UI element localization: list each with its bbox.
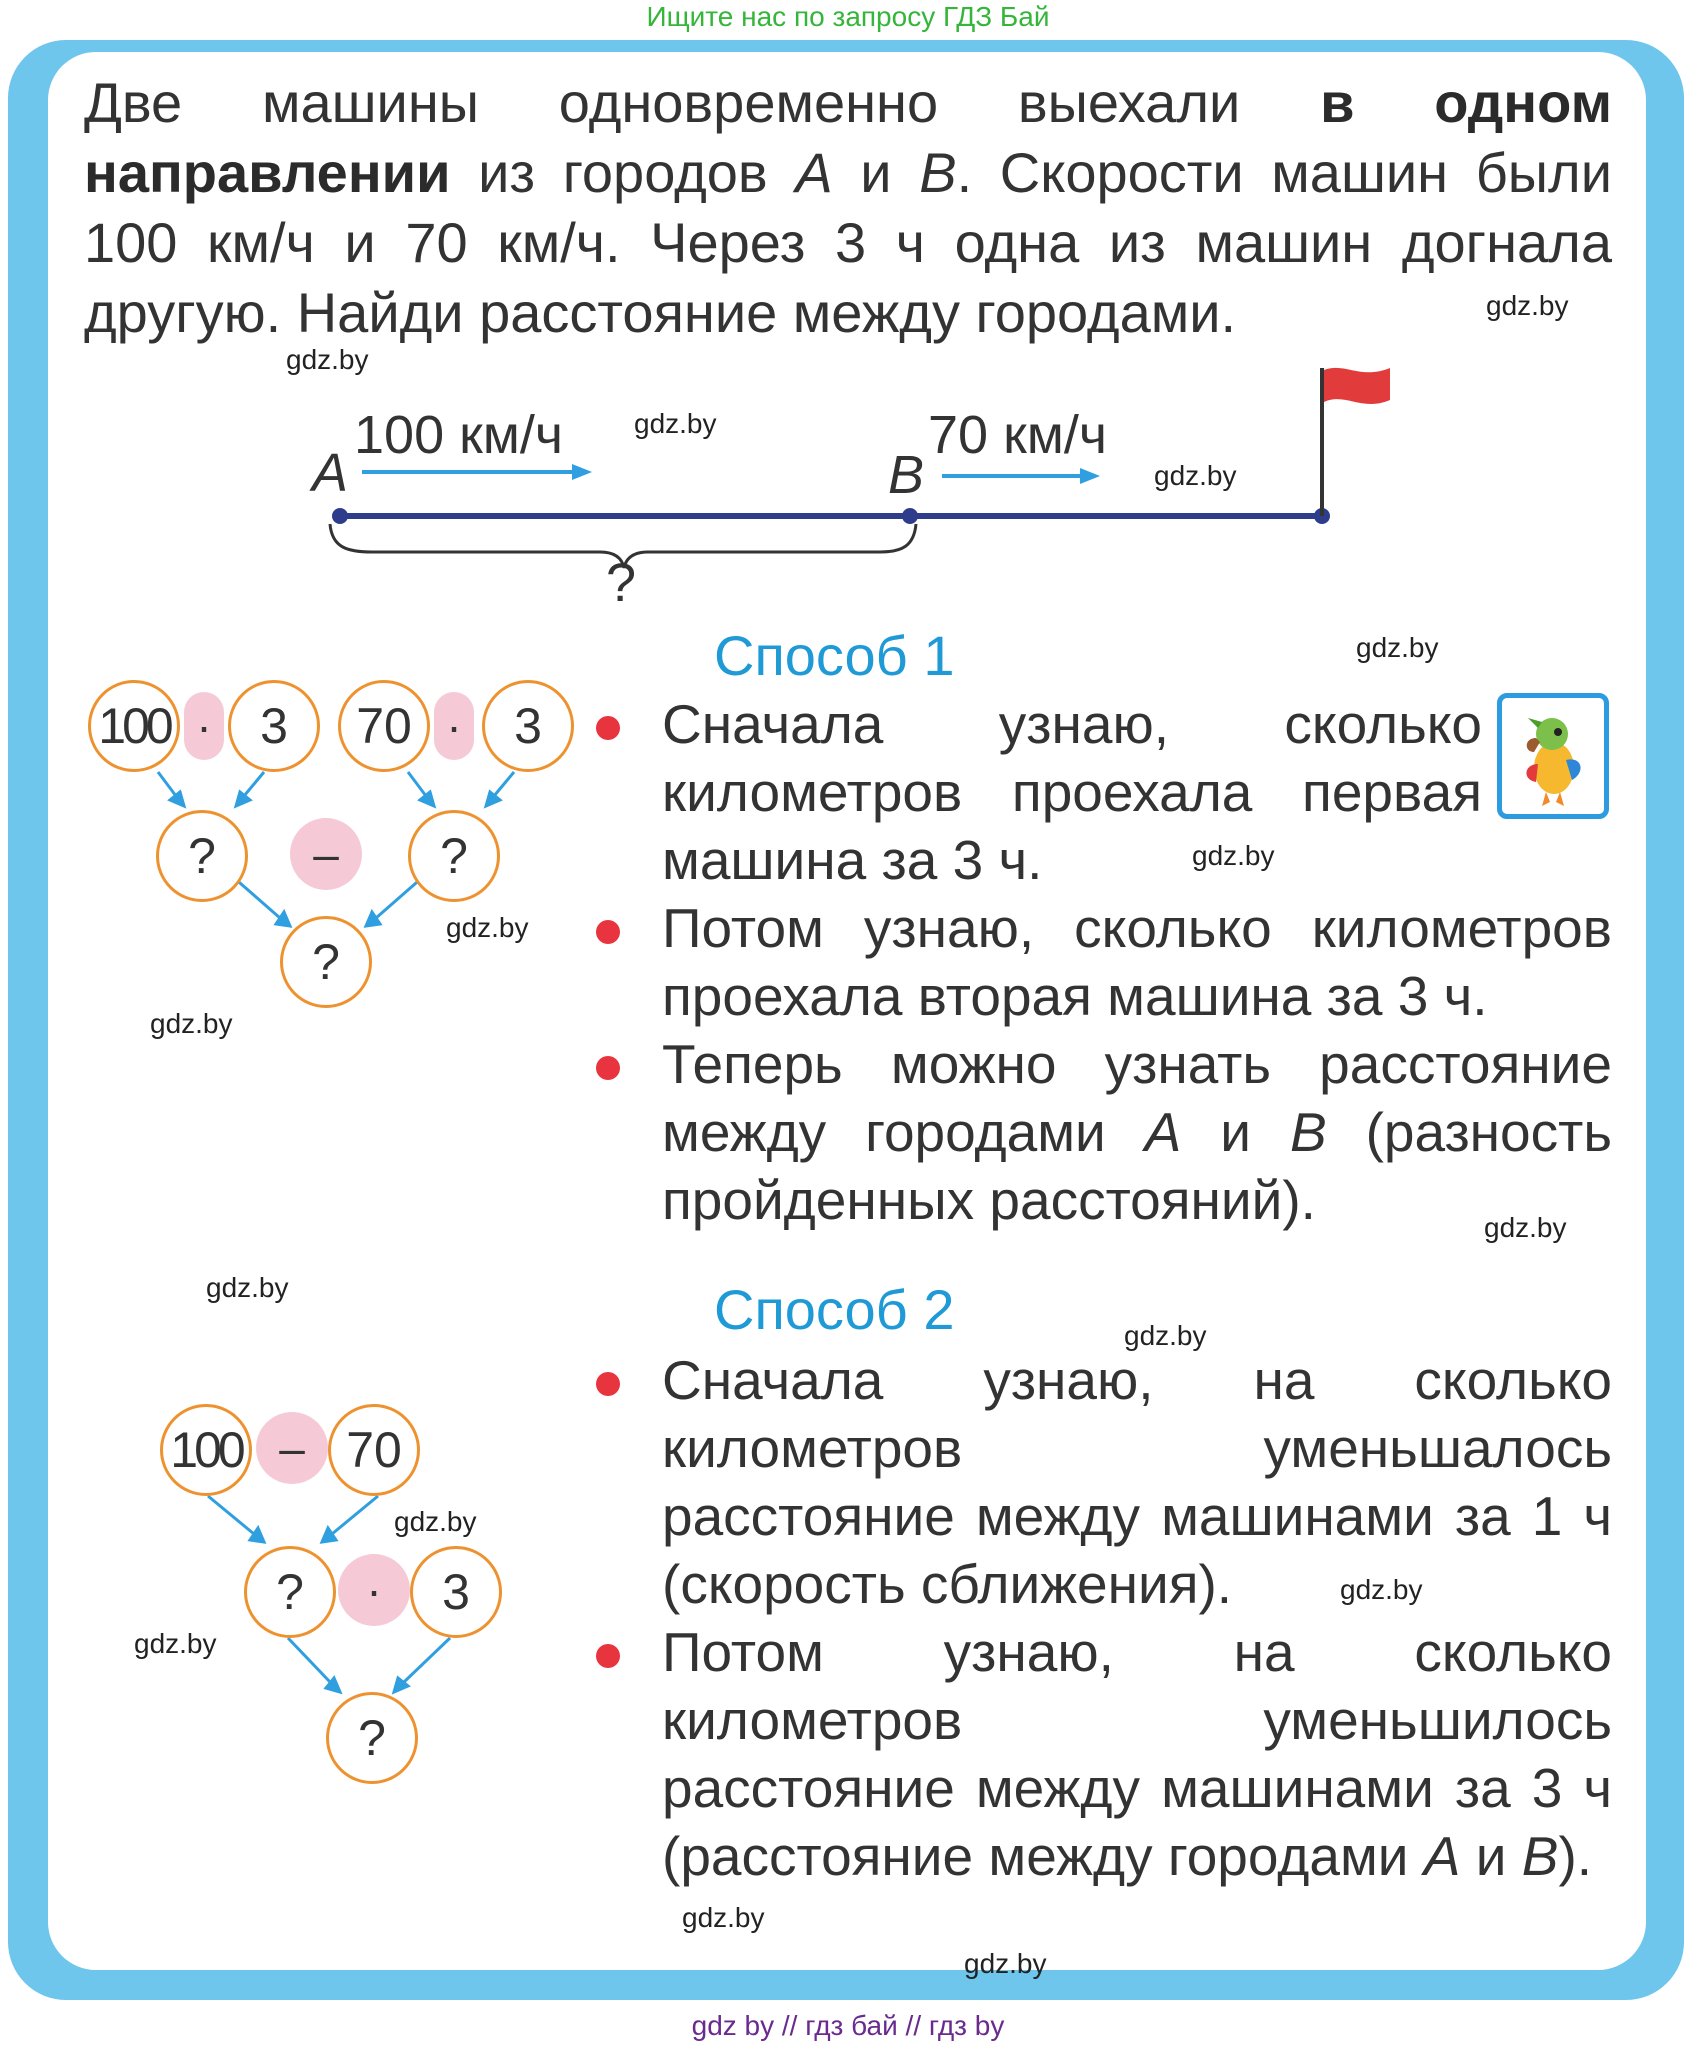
watermark: gdz.by — [150, 1008, 233, 1039]
watermark: gdz.by — [1124, 1320, 1207, 1351]
method1-bullet-2-text: Потом узнаю, сколько километров проехала вторая машина за 3 ч. — [662, 897, 1612, 1027]
method1-bullet-1 — [596, 690, 1612, 894]
tree1-question-1: ? — [156, 810, 248, 902]
top-note: Ищите нас по запросу ГДЗ Бай — [646, 1, 1050, 32]
watermark: gdz.by — [1356, 632, 1439, 663]
method1-bullet-3-pre: Теперь можно узнать расстояние между городами — [662, 1033, 1612, 1163]
tree2-value-100: 100 — [160, 1404, 252, 1496]
method2-bullet-1 — [596, 1346, 1612, 1618]
tree2-value-3: 3 — [410, 1546, 502, 1638]
bullet-dot — [596, 1056, 620, 1080]
tree2-question-2: ? — [326, 1692, 418, 1784]
problem-city-a: A — [795, 141, 833, 204]
watermark: gdz.by — [394, 1506, 477, 1537]
problem-text — [84, 68, 1612, 348]
bullet-dot — [596, 1372, 620, 1396]
method2-title: Способ 2 — [714, 1278, 955, 1341]
watermark: gdz.by — [1192, 840, 1275, 871]
tree2-question-1: ? — [244, 1546, 336, 1638]
problem-bold: в одном направлении — [84, 71, 1612, 204]
bullet-dot — [596, 1644, 620, 1668]
tree1-minus: – — [290, 818, 362, 890]
speed-b: 70 км/ч — [928, 405, 1107, 465]
tree1-value-3b: 3 — [482, 680, 574, 772]
watermark: gdz.by — [206, 1272, 289, 1303]
problem-part-1: Две машины одновременно выехали — [84, 71, 1321, 134]
bullet-dot — [596, 716, 620, 740]
tree2-minus: – — [256, 1412, 328, 1484]
tree2-multiply: · — [338, 1554, 410, 1626]
problem-part-3: . Скорости машин были 100 км/ч и 70 км/ч. Через 3 ч одна из машин догнала другую. Найди расстояние между городами. — [84, 141, 1612, 344]
watermark: gdz.by — [1486, 290, 1569, 321]
watermark: gdz.by — [134, 1628, 217, 1659]
tree1-question-2: ? — [408, 810, 500, 902]
problem-part-2: из городов — [450, 141, 796, 204]
tree1-multiply-2: · — [434, 692, 474, 760]
bottom-note: gdz by // гдз бай // гдз by — [691, 2010, 1005, 2041]
method1-bullet-3-post: (разность пройденных расстояний). — [662, 1101, 1612, 1231]
watermark: gdz.by — [682, 1902, 765, 1933]
method1-bullet-1-text: Сначала узнаю, сколько километров проехала первая машина за 3 ч. — [662, 693, 1482, 891]
method1-bullet-3-and: и — [1181, 1101, 1290, 1163]
label-b: B — [888, 445, 925, 505]
method2-bullet-2 — [596, 1618, 1612, 1890]
tree2-value-70: 70 — [328, 1404, 420, 1496]
method2-bullet-1-text: Сначала узнаю, на сколько километров уменьшалось расстояние между машинами за 1 ч (скорость сближения). — [662, 1349, 1612, 1615]
method1-bullet-3-b: B — [1289, 1101, 1327, 1163]
watermark: gdz.by — [1154, 460, 1237, 491]
watermark: gdz.by — [446, 912, 529, 943]
method1-bullet-2 — [596, 894, 1612, 1030]
label-a: A — [312, 443, 349, 503]
method1-bullets — [596, 690, 1612, 1234]
watermark: gdz.by — [286, 344, 369, 375]
method2-bullet-2-b: B — [1521, 1825, 1559, 1887]
method1-title: Способ 1 — [714, 624, 955, 687]
method2-bullets — [596, 1346, 1612, 1890]
watermark: gdz.by — [634, 408, 717, 439]
tree1-value-100: 100 — [88, 680, 180, 772]
tree1-value-3a: 3 — [228, 680, 320, 772]
method1-bullet-3-a: A — [1144, 1101, 1182, 1163]
method2-bullet-2-a: A — [1423, 1825, 1461, 1887]
bullet-dot — [596, 920, 620, 944]
method2-bullet-2-post: ). — [1558, 1825, 1593, 1887]
problem-and: и — [832, 141, 920, 204]
distance-question: ? — [606, 553, 637, 613]
watermark: gdz.by — [1340, 1574, 1423, 1605]
method2-bullet-2-pre: Потом узнаю, на сколько километров уменьшилось расстояние между машинами за 3 ч (расстояние между городами — [662, 1621, 1612, 1887]
speed-a: 100 км/ч — [354, 405, 563, 465]
method1-bullet-3 — [596, 1030, 1612, 1234]
tree1-multiply-1: · — [184, 692, 224, 760]
method2-bullet-2-and: и — [1460, 1825, 1522, 1887]
tree1-value-70: 70 — [338, 680, 430, 772]
watermark: gdz.by — [964, 1948, 1047, 1979]
watermark: gdz.by — [1484, 1212, 1567, 1243]
problem-city-b: B — [919, 141, 957, 204]
tree1-question-3: ? — [280, 916, 372, 1008]
